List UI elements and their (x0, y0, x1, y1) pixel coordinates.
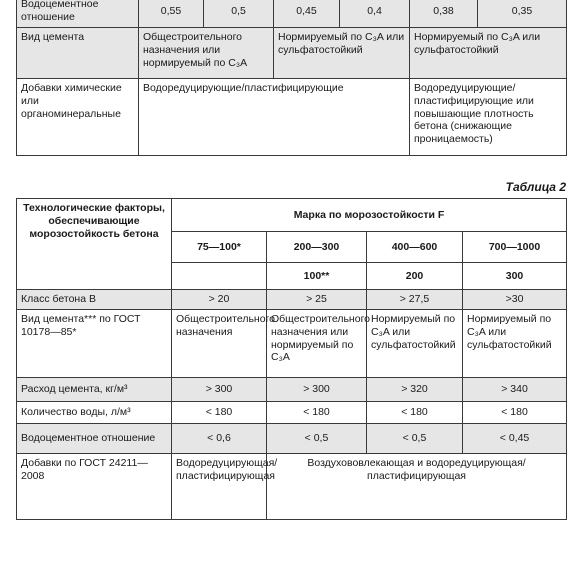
cell-value: 0,38 (410, 0, 478, 28)
table-row-wc (17, 0, 567, 28)
row-label: Водоцементное отношение (17, 424, 172, 454)
grade-col: 75—100* (172, 232, 267, 263)
table-row (17, 454, 567, 520)
row-label: Водоцементное отношение (17, 0, 139, 28)
cell-value: Нормируемый по C₃A или сульфатостойкий (463, 310, 567, 378)
grade-header: Марка по морозостойкости F (172, 199, 567, 232)
cell-value: Общестроительного назначения или нормируемый по C₃A (267, 310, 367, 378)
table-row (17, 290, 567, 310)
cell-value: Общестроительного назначения (172, 310, 267, 378)
grade-col: 200—300 (267, 232, 367, 263)
cell-value: < 180 (267, 402, 367, 424)
header-row (17, 199, 567, 232)
row-label: Вид цемента (17, 28, 139, 79)
table-row (17, 402, 567, 424)
cell-value: < 180 (463, 402, 567, 424)
cell-value: 0,35 (478, 0, 567, 28)
cell-value: >30 (463, 290, 567, 310)
table-row-cement (17, 28, 567, 79)
cell-value: Нормируемый по C₃A или сульфатостойкий (367, 310, 463, 378)
row-label: Количество воды, л/м³ (17, 402, 172, 424)
table-row (17, 378, 567, 402)
grade-subcol: 200 (367, 263, 463, 290)
cell-value: < 0,45 (463, 424, 567, 454)
table-2 (16, 198, 567, 520)
table-row (17, 424, 567, 454)
cell-value: Водоредуцирующая/ пластифицирующая (172, 454, 267, 520)
cell-value: Нормируемый по C₃A или сульфатостойкий (274, 28, 410, 79)
row-label: Расход цемента, кг/м³ (17, 378, 172, 402)
cell-value: > 340 (463, 378, 567, 402)
row-label: Вид цемента*** по ГОСТ 10178—85* (17, 310, 172, 378)
cell-value: > 300 (267, 378, 367, 402)
cell-value: > 25 (267, 290, 367, 310)
cell-value: > 27,5 (367, 290, 463, 310)
cell-value: 0,55 (139, 0, 204, 28)
grade-col: 400—600 (367, 232, 463, 263)
cell-value: 0,45 (274, 0, 340, 28)
row-label: Добавки по ГОСТ 24211—2008 (17, 454, 172, 520)
cell-value: < 180 (367, 402, 463, 424)
grade-subcol: 300 (463, 263, 567, 290)
cell-value: < 0,5 (367, 424, 463, 454)
cell-value: Нормируемый по C₃A или сульфатостойкий (410, 28, 567, 79)
cell-value: < 0,6 (172, 424, 267, 454)
factor-header: Технологические факторы, обеспечивающие морозостойкость бетона (17, 199, 172, 290)
cell-value: Водоредуцирующие/ пластифицирующие или повышающие плотность бетона (снижающие проницаемость) (410, 79, 567, 156)
cell-value: < 0,5 (267, 424, 367, 454)
cell-value: Воздухововлекающая и водоредуцирующая/ пластифицирующая (267, 454, 567, 520)
cell-value: 0,4 (340, 0, 410, 28)
cell-value: < 180 (172, 402, 267, 424)
row-label: Добавки химические или органоминеральные (17, 79, 139, 156)
table-1 (16, 0, 567, 156)
table-row (17, 310, 567, 378)
cell-value: Общестроительного назначения или нормируемый по C₃A (139, 28, 274, 79)
cell-value: 0,5 (204, 0, 274, 28)
grade-col: 700—1000 (463, 232, 567, 263)
grade-subcol (172, 263, 267, 290)
table-row-additives (17, 79, 567, 156)
cell-value: Водоредуцирующие/пластифицирующие (139, 79, 410, 156)
cell-value: > 20 (172, 290, 267, 310)
row-label: Класс бетона В (17, 290, 172, 310)
grade-subcol: 100** (267, 263, 367, 290)
table-caption: Таблица 2 (505, 180, 566, 194)
cell-value: > 320 (367, 378, 463, 402)
cell-value: > 300 (172, 378, 267, 402)
